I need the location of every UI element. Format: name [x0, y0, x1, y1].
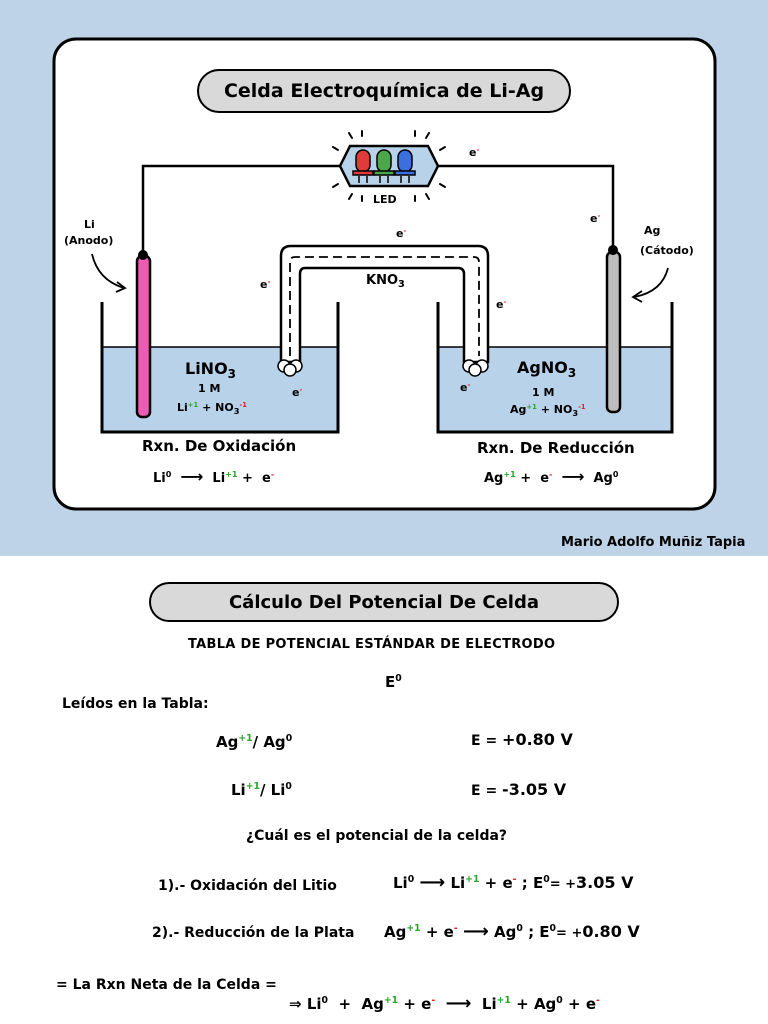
- net-reaction-label: = La Rxn Neta de la Celda =: [56, 977, 277, 993]
- pair2-potential: E = -3.05 V: [471, 780, 567, 799]
- oxidation-equation: Li$^0$ ⟶ $Li^{+1} + e^-$: [153, 467, 275, 486]
- step1-label: 1).- Oxidación del Litio: [158, 878, 337, 894]
- reduction-title: Rxn. De Reducción: [477, 439, 635, 457]
- right-solution-name: AgNO$_3$: [517, 358, 577, 381]
- anode-label-symbol: Li: [84, 218, 95, 231]
- anode-electrode: [137, 256, 150, 417]
- electron-marker: e-: [590, 211, 601, 225]
- anode-contact: [138, 250, 148, 260]
- author-credit: Mario Adolfo Muñiz Tapia: [561, 535, 746, 550]
- electron-marker: e-: [260, 277, 271, 291]
- calc-title-text: Cálculo Del Potencial De Celda: [228, 591, 540, 613]
- led-label: LED: [373, 193, 397, 206]
- electron-marker: e-: [469, 145, 480, 159]
- electron-marker: e-: [292, 385, 303, 399]
- standard-potential-symbol: $E^0$: [385, 673, 402, 691]
- reduction-equation: $Ag^{+1} + e^-$ ⟶ Ag$^0$: [484, 467, 619, 486]
- anode-label-name: (Anodo): [64, 234, 114, 247]
- cathode-label-symbol: Ag: [644, 224, 661, 237]
- right-solution-concentration: 1 M: [532, 386, 555, 399]
- right-solution-ions: $Ag^{+1} + NO_3^{-1}$: [510, 402, 586, 418]
- left-solution-name: LiNO$_3$: [185, 359, 237, 382]
- cathode-label-name: (Cátodo): [640, 244, 694, 257]
- diagram-title-text: Celda Electroquímica de Li-Ag: [223, 80, 545, 102]
- net-reaction-equation: ⇒ $Li^0 + Ag^{+1} + e^-$ ⟶ $Li^{+1} + Ag^0 + e^-$: [289, 993, 600, 1014]
- step2-equation: $Ag^{+1} + e^-$ ⟶ Ag$^0$ ; $E^0= +0.80$ V: [384, 921, 640, 942]
- read-from-table-label: Leídos en la Tabla:: [62, 696, 209, 712]
- diagram-title: [197, 69, 571, 113]
- left-solution-ions: $Li^{+1} + NO_3^{-1}$: [177, 400, 248, 416]
- oxidation-title: Rxn. De Oxidación: [142, 437, 297, 455]
- electron-marker: e-: [460, 380, 471, 394]
- calc-title: [149, 582, 619, 622]
- electron-marker: e-: [496, 297, 507, 311]
- salt-bridge-label: $KNO_3$: [366, 273, 405, 291]
- pair1-couple: $Ag^{+1}/$ Ag$^0$: [216, 733, 293, 751]
- cell-potential-question: ¿Cuál es el potencial de la celda?: [246, 828, 508, 844]
- step2-label: 2).- Reducción de la Plata: [152, 925, 355, 941]
- cathode-contact: [608, 245, 618, 255]
- cathode-electrode: [607, 252, 620, 412]
- table-heading: TABLA DE POTENCIAL ESTÁNDAR DE ELECTRODO: [188, 637, 556, 652]
- left-solution-concentration: 1 M: [198, 382, 221, 395]
- pair1-potential: E = +0.80 V: [471, 730, 573, 749]
- step1-equation: Li$^0$ ⟶ $Li^{+1} + e^-$ ; $E^0= +3.05$ V: [393, 872, 634, 893]
- pair2-couple: $Li^{+1}/$ Li$^0$: [231, 781, 292, 799]
- electron-marker: e-: [396, 226, 407, 240]
